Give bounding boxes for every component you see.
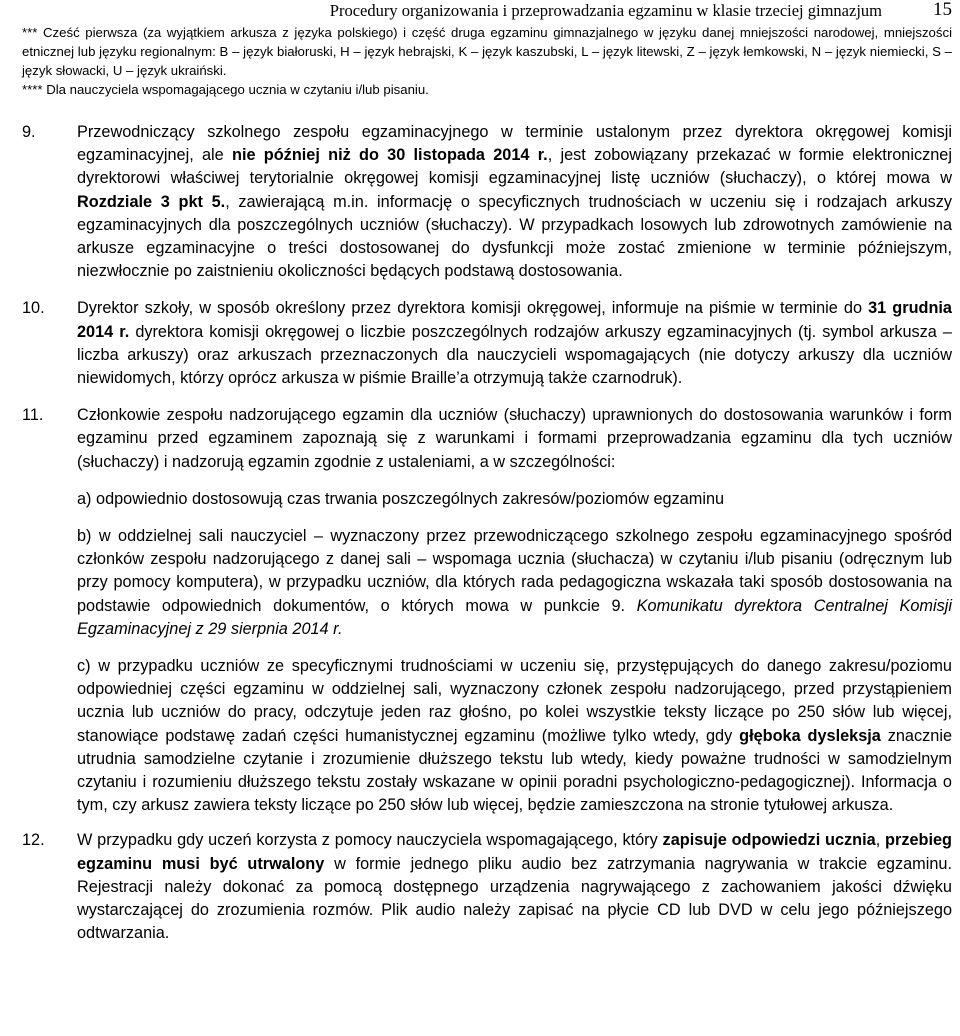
paragraph-10 — [22, 297, 952, 390]
paragraph-text: dyrektora komisji okręgowej o liczbie poszczególnych rodzajów arkuszy egzaminacyjnych (tj. symbol arkusza – liczba arkuszy) oraz arkuszach przeznaczonych dla nauczycieli wspomagających (nie dotyczy arkuszy dla uczniów niewidomych, którzy oprócz arkusza w piśmie Braille’a otrzymują także czarnodruk). — [77, 322, 952, 388]
footnote-triple-star: *** Cześć pierwsza (za wyjątkiem arkusza z języka polskiego) i część druga egzaminu gimnazjalnego w języku danej mniejszości narodowej, mniejszości etnicznej lub języku regionalnym: B – język białoruski, H – język hebrajski, K – język kaszubski, L – język litewski, Z – język łemkowski, N – język niemiecki, S – język słowacki, U – język ukraiński. — [22, 25, 952, 78]
page-header — [0, 0, 960, 22]
list-item-text: znacznie utrudnia samodzielne czytanie i zrozumienie dłuższego tekstu lub wtedy, kiedy poważne trudności w samodzielnym czytaniu i rozumieniu dłuższego tekstu zostały wskazane w opinii poradni psychologiczno-pedagogicznej). Informacja o tym, czy arkusz zawiera teksty liczące po 250 słów lub więcej, będzie zamieszczona na stronie tytułowej arkusza. — [77, 726, 952, 815]
footnotes — [22, 23, 952, 99]
paragraph-text: Przewodniczący szkolnego zespołu egzaminacyjnego w terminie ustalonym przez dyrektora okręgowej komisji egzaminacyjnej, ale — [77, 123, 952, 165]
paragraph-number: 10. — [22, 299, 45, 318]
paragraph-text: W przypadku gdy uczeń korzysta z pomocy nauczyciela wspomagającego, który — [77, 831, 663, 850]
paragraph-text: , jest zobowiązany przekazać w formie elektronicznej dyrektorowi właściwej terytorialnie okręgowej komisji egzaminacyjnej listę uczniów (słuchaczy), o której mowa w — [77, 146, 952, 188]
emphasis-bold: przebieg egzaminu musi być utrwalony — [77, 831, 952, 873]
paragraph-text: Członkowie zespołu nadzorującego egzamin dla uczniów (słuchaczy) uprawnionych do dostosowania warunków i form egzaminu przed egzaminem zapoznają się z warunkami i formami przeprowadzania egzaminu dla tych uczniów (słuchaczy) i nadzorują egzamin zgodnie z ustaleniami, a w szczególności: — [77, 406, 952, 471]
paragraph-number: 11. — [22, 406, 44, 425]
list-item-a — [22, 488, 952, 511]
paragraph-11 — [22, 404, 952, 474]
deadline-bold: 31 grudnia 2014 r. — [77, 299, 952, 341]
running-title: Procedury organizowania i przeprowadzania egzaminu w klasie trzeciej gimnazjum — [329, 1, 882, 20]
paragraph-number: 9. — [22, 123, 36, 141]
list-item-b — [22, 525, 952, 641]
list-marker: c) — [77, 657, 91, 676]
list-item-text: odpowiednio dostosowują czas trwania poszczególnych zakresów/poziomów egzaminu — [96, 489, 725, 508]
paragraph-text: Dyrektor szkoły, w sposób określony przez dyrektora komisji okręgowej, informuje na piśmie w terminie do — [77, 299, 869, 318]
list-item-text: w oddzielnej sali nauczyciel – wyznaczony przez przewodniczącego szkolnego zespołu egzaminacyjnego spośród członków zespołu nadzorującego z danej sali – wspomaga ucznia (słuchacza) w czytaniu i/lub pisaniu (odręcznym lub przy pomocy komputera), w przypadku uczniów, dla których rada pedagogiczna wskazała taki sposób dostosowania na podstawie odpowiednich dokumentów, o których mowa w punkcie 9. — [77, 527, 953, 615]
footnote-quad-star: **** Dla nauczyciela wspomagającego ucznia w czytaniu i/lub pisaniu. — [22, 82, 429, 97]
paragraph-text: , zawierającą m.in. informację o specyficznych trudnościach w uczeniu się i rodzajach arkuszy egzaminacyjnych dla poszczególnych uczniów (słuchaczy). W przypadkach losowych lub zdrowotnych zamówienie na arkusze egzaminacyjne o treści dostosowanej do dysfunkcji może zostać zmienione w terminie późniejszym, niezwłocznie po zaistnieniu okoliczności będących podstawą dostosowania. — [77, 192, 952, 281]
deadline-bold: nie później niż do 30 listopada 2014 r. — [232, 146, 548, 165]
paragraph-number: 12. — [22, 831, 45, 850]
paragraph-text: , — [875, 831, 886, 850]
document-reference-italic: Komunikatu dyrektora Centralnej Komisji Egzaminacyjnej z 29 sierpnia 2014 r. — [77, 596, 952, 638]
emphasis-bold: głęboka dysleksja — [739, 726, 881, 745]
list-marker: a) — [77, 489, 92, 508]
paragraph-9 — [22, 121, 952, 283]
paragraph-text: w formie jednego pliku audio bez zatrzymania nagrywania w trakcie egzaminu. Rejestracji należy dokonać za pomocą dostępnego urządzenia nagrywającego z zachowaniem jakości dźwięku wystarczającej do zrozumienia rozmów. Plik audio należy zapisać na płycie CD lub DVD w celu jego późniejszego odtwarzania. — [77, 854, 952, 943]
emphasis-bold: zapisuje odpowiedzi ucznia — [662, 831, 876, 850]
page-number: 15 — [933, 0, 952, 20]
list-item-c — [22, 655, 952, 817]
reference-bold: Rozdziale 3 pkt 5. — [77, 192, 226, 211]
list-item-text: w przypadku uczniów ze specyficznymi trudnościami w uczeniu się, przystępujących do danego zakresu/poziomu odpowiedniej części egzaminu w oddzielnej sali, wyznaczony członek zespołu nadzorującego, przed przystąpieniem ucznia lub uczniów do pracy, odczytuje jeden raz głośno, po kolei wszystkie teksty liczące po 250 słów lub więcej, stanowiące podstawę zadań części humanistycznej egzaminu (możliwe tylko wtedy, gdy — [77, 657, 952, 745]
list-marker: b) — [77, 527, 92, 546]
main-content — [22, 121, 952, 946]
paragraph-12 — [22, 829, 952, 945]
